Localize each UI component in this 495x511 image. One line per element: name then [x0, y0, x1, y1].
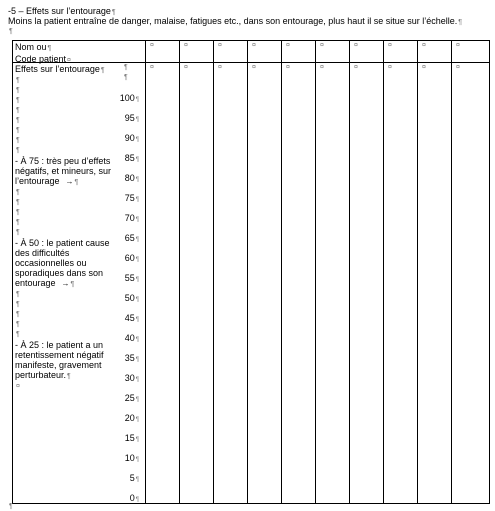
header-row-divider — [13, 62, 489, 63]
cell-marker: ¤ — [388, 64, 392, 71]
scale-value: 20 — [124, 413, 135, 423]
scale-value: 40 — [124, 333, 135, 343]
header-label-code: Code patient — [15, 54, 67, 64]
column-divider — [315, 41, 316, 503]
cell-marker: ¤ — [354, 42, 358, 49]
column-divider — [451, 41, 452, 503]
cell-marker: ¤ — [354, 64, 358, 71]
scale-value: 25 — [124, 393, 135, 403]
cell-marker: ¤ — [150, 42, 154, 49]
description-text: Moins la patient entraîne de danger, malaise, fatigues etc., dans son entourage, plus haut il se situe sur l’échelle. — [8, 16, 458, 26]
cell-marker: ¤ — [184, 64, 188, 71]
scale-value: 0 — [129, 493, 135, 503]
cell-marker: ¤ — [252, 64, 256, 71]
scale-column-marks: ¶ ¶ — [124, 64, 128, 81]
cell-marker: ¤ — [456, 64, 460, 71]
scale-value: 30 — [124, 373, 135, 383]
header-label-name: Nom ou — [15, 42, 47, 52]
section-title-text: -5 – Effets sur l’entourage — [8, 6, 111, 16]
arrow-right-icon: → — [61, 279, 70, 288]
pilcrow-mark: ¶ — [458, 19, 463, 26]
level-25-description: - À 25 : le patient a un retentissement négatif manifeste, gravement perturbateur.¶ — [15, 340, 104, 380]
scale-value: 10 — [124, 453, 135, 463]
column-divider — [247, 41, 248, 503]
scale-value: 100 — [119, 93, 135, 103]
cell-marker: ¤ — [422, 42, 426, 49]
scale-value: 85 — [124, 153, 135, 163]
scale-value: 55 — [124, 273, 135, 283]
cell-marker: ¤ — [286, 64, 290, 71]
scale-value: 60 — [124, 253, 135, 263]
cell-marker: ¤ — [388, 42, 392, 49]
scale-value: 95 — [124, 113, 135, 123]
arrow-right-icon: → — [65, 177, 74, 186]
column-divider — [179, 41, 180, 503]
scale-value: 35 — [124, 353, 135, 363]
cell-marker: ¤ — [422, 64, 426, 71]
scale-value: 70 — [124, 213, 135, 223]
column-divider — [417, 41, 418, 503]
scale-description: Effets sur l’entourage¶ ¶ ¶ ¶ ¶ ¶ ¶ ¶ ¶ - À 75 : très peu d’effets négatifs, et mineurs, sur l’entourage →¶ ¶ ¶ ¶ ¶ ¶ - À 50 : le patient cause des difficultés occasionnelles ou sporadiques dans son entourage →¶ ¶ ¶ ¶ ¶ ¶ - À 25 : le patient a un retentissement négatif manifeste, gravement perturbateur.¶ ¤ — [15, 64, 117, 392]
pilcrow-mark: ¶ — [111, 9, 116, 16]
scale-value: 75 — [124, 193, 135, 203]
end-paragraph-mark: ¶ — [9, 503, 13, 510]
column-divider — [213, 41, 214, 503]
cell-marker: ¤ — [456, 42, 460, 49]
scale-value: 15 — [124, 433, 135, 443]
cell-marker: ¤ — [150, 64, 154, 71]
scale-value: 45 — [124, 313, 135, 323]
cell-marker: ¤ — [320, 42, 324, 49]
rating-table: Nom ou¶ Code patient¤ ¤ ¤ ¤ ¤ ¤ ¤ ¤ ¤ ¤ ¤ ¤ ¤ ¤ ¤ ¤ ¤ ¤ ¤ ¤ ¤ ¶ ¶ Effets sur l’entourage¶ ¶ ¶ ¶ ¶ ¶ ¶ ¶ ¶ - À 75 : très peu d’effets négatifs, et mineurs, sur l’entourage →¶ ¶ ¶ ¶ ¶ ¶ - À 50 : le patient cause des difficultés occasionnelles ou sporadiques dans son entourage →¶ ¶ ¶ ¶ ¶ ¶ - À 25 : le patient a un retentissement négatif manifeste, gravement perturbateur.¶ ¤ 100¶ 95¶ 90¶ 85¶ 80¶ 75¶ 70¶ 65¶ 60¶ 55¶ 50¶ 45¶ 40¶ 35¶ 30¶ 25¶ 20¶ 15¶ 10¶ 5¶ 0¶ — [12, 40, 490, 504]
cell-marker: ¤ — [286, 42, 290, 49]
cell-marker: ¤ — [218, 64, 222, 71]
level-75-description: - À 75 : très peu d’effets négatifs, et mineurs, sur l’entourage →¶ — [15, 156, 112, 186]
column-divider — [383, 41, 384, 503]
cell-marker: ¤ — [320, 64, 324, 71]
cell-marker: ¤ — [252, 42, 256, 49]
scale-value: 65 — [124, 233, 135, 243]
scale-value: 90 — [124, 133, 135, 143]
empty-paragraph-mark: ¶ — [9, 28, 13, 35]
scale-value: 50 — [124, 293, 135, 303]
cell-marker: ¤ — [184, 42, 188, 49]
column-divider — [145, 41, 146, 503]
column-divider — [281, 41, 282, 503]
section-description — [8, 16, 462, 28]
scale-description-title: Effets sur l’entourage — [15, 64, 100, 74]
scale-value: 80 — [124, 173, 135, 183]
cell-marker: ¤ — [218, 42, 222, 49]
scale-value: 5 — [129, 473, 135, 483]
column-divider — [349, 41, 350, 503]
level-50-description: - À 50 : le patient cause des difficultés occasionnelles ou sporadiques dans son entourage →¶ — [15, 238, 110, 288]
patient-name-header: Nom ou¶ Code patient¤ — [15, 42, 71, 64]
